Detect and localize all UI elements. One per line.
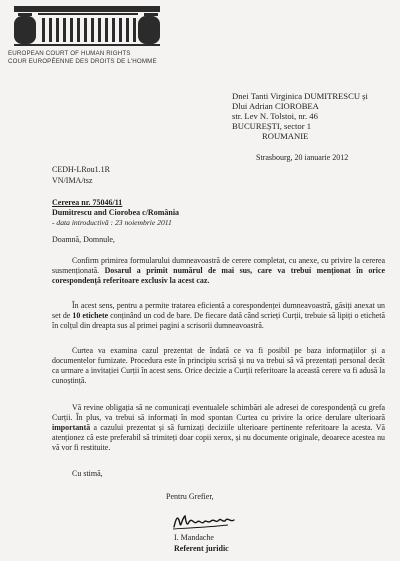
recipient-line-3: str. Lev N. Tolstoi, nr. 46	[232, 111, 318, 121]
paragraph-confirmation-text: Confirm primirea formularului dumneavoastră de cerere completat, cu anexe, cu privire la cererea susmenționată.	[52, 256, 385, 275]
court-name-en: EUROPEAN COURT OF HUMAN RIGHTS	[8, 50, 131, 57]
reference-code-1: CEDH-LRou1.1R	[52, 165, 110, 174]
paragraph-confirmation	[52, 256, 385, 286]
place-date: Strasbourg, 20 ianuarie 2012	[256, 153, 349, 162]
salutation: Doamnă, Domnule,	[52, 235, 115, 244]
reference-code-2: VN/IMA/tsz	[52, 176, 93, 185]
paragraph-obligations-text-2: a cazului prezentat și să furnizați deciziile ulterioare pertinente referitoare la acesta. Vă atenționez că este preferabil să trimiteți doar copii xerox, și nu documente originale, deoarece acestea nu vă vor fi restituite.	[52, 422, 385, 452]
paragraph-labels-emphasis: 10 etichete	[72, 310, 109, 320]
recipient-line-2: Dlui Adrian CIOROBEA	[232, 101, 319, 111]
signatory-title: Referent juridic	[174, 544, 229, 553]
recipient-line-5: ROUMANIE	[262, 131, 309, 141]
case-number: Cererea nr. 75046/11	[52, 198, 123, 207]
signatory-name: I. Mandache	[174, 533, 214, 542]
recipient-line-4: BUCUREȘTI, sector 1	[232, 121, 312, 131]
handwritten-signature-icon	[170, 510, 240, 532]
case-intro-date: - data introductivă : 23 noiembrie 2011	[52, 218, 172, 227]
echr-building-logo-icon	[8, 4, 166, 50]
paragraph-obligations	[52, 403, 385, 453]
paragraph-obligations-emphasis: importantă	[52, 422, 91, 432]
court-name-fr: COUR EUROPÉENNE DES DROITS DE L'HOMME	[8, 58, 157, 65]
paragraph-labels-text-2: conținând un cod de bare. De fiecare dată când scrieți Curții, trebuie să lipiți o etichetă în colțul din dreapta sus al primei pagini a scrisorii dumneavoastră.	[52, 310, 385, 330]
for-registrar: Pentru Grefier,	[166, 492, 214, 501]
paragraph-confirmation-emphasis: Dosarul a primit numărul de mai sus, care va trebui menționat în orice corespondență referitoare exclusiv la acest caz.	[52, 265, 385, 285]
case-parties: Dumitrescu and Ciorobea c/România	[52, 208, 180, 217]
paragraph-obligations-text-1: Vă revine obligația să ne comunicați eventualele schimbări ale adresei de corespondență cu grefa Curții. În plus, va trebui să informați în mod spontan Curtea cu privire la orice derulare ulterioară	[52, 403, 385, 422]
paragraph-labels-text-1: În acest sens, pentru a permite tratarea eficientă a corespondenței dumneavoastră, găsiți anexat un set de	[52, 301, 385, 320]
closing: Cu stimă,	[72, 469, 103, 478]
paragraph-labels	[52, 301, 385, 331]
paragraph-procedure: Curtea va examina cazul prezentat de îndată ce va fi posibil pe baza informațiilor și a documentelor furnizate. Procedura este în principiu scrisă și nu va trebui să vă prezentați personal decât ca urmare a invitației Curții în acest sens. Orice decizie a Curții referitoare la această cerere va fi adusă la cunoștință.	[52, 346, 385, 385]
recipient-line-1: Dnei Tanti Virginica DUMITRESCU și	[232, 91, 368, 101]
